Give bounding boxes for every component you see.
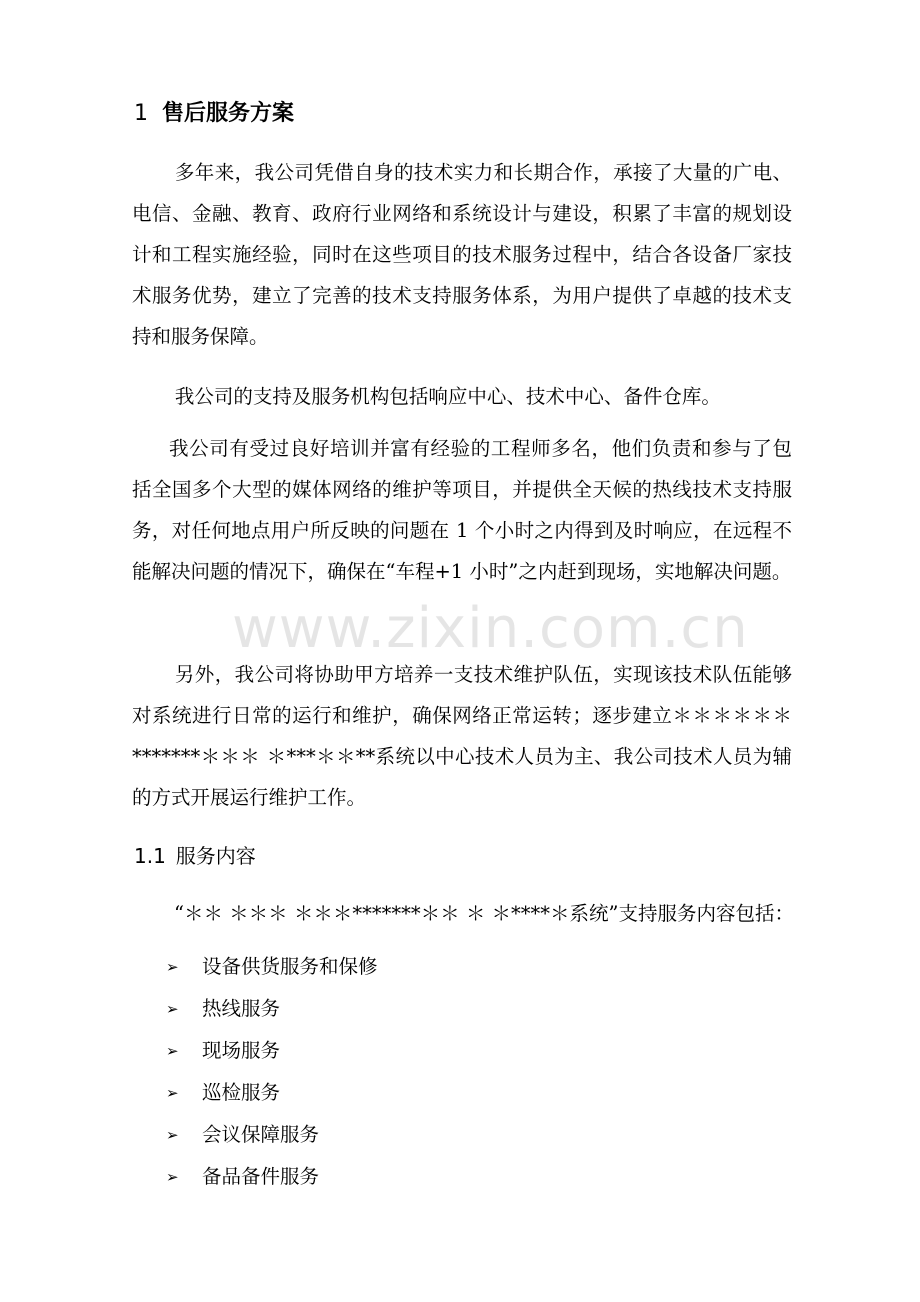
paragraph-engineers-response: 我公司有受过良好培训并富有经验的工程师多名，他们负责和参与了包括全国多个大型的媒体网络的维护等项目，并提供全天候的热线技术支持服务，对任何地点用户所反映的问题在 1 个小时之内得到及时响应，在远程不能解决问题的情况下，确保在“车程+1 小时”之内赶到现场，实地解决问题。 — [132, 437, 792, 583]
paragraph-company-experience: 多年来，我公司凭借自身的技术实力和长期合作，承接了大量的广电、电信、金融、教育、政府行业网络和系统设计与建设，积累了丰富的规划设计和工程实施经验，同时在这些项目的技术服务过程中，结合各设备厂家技术服务优势，建立了完善的技术支持服务体系，为用户提供了卓越的技术支持和服务保障。 — [132, 161, 792, 348]
list-item-label: 热线服务 — [202, 997, 281, 1020]
service-items-list — [166, 946, 378, 1198]
list-item — [166, 1114, 378, 1156]
list-item — [166, 1072, 378, 1114]
list-item — [166, 946, 378, 988]
list-item-label: 设备供货服务和保修 — [202, 955, 378, 978]
arrowhead-bullet-icon: ➢ — [166, 1168, 179, 1186]
paragraph-maintenance-team: 另外，我公司将协助甲方培养一支技术维护队伍，实现该技术队伍能够对系统进行日常的运行和维护，确保网络正常运转；逐步建立＊＊＊＊＊＊*******＊＊＊ ＊***＊＊**系统以中心技术人员为主、我公司技术人员为辅的方式开展运行维护工作。 — [132, 663, 792, 809]
subsection-heading — [134, 840, 256, 869]
list-item-label: 备品备件服务 — [202, 1165, 320, 1188]
list-item — [166, 1030, 378, 1072]
arrowhead-bullet-icon: ➢ — [166, 958, 179, 976]
watermark: www.zixin.com.cn — [232, 596, 749, 661]
list-item — [166, 988, 378, 1030]
paragraph-service-intro: “＊＊ ＊＊＊ ＊＊＊*******＊＊ ＊ ＊****＊系统”支持服务内容包括： — [174, 902, 794, 925]
list-item — [166, 1156, 378, 1198]
section-title: 售后服务方案 — [162, 101, 295, 126]
paragraph-service-organization: 我公司的支持及服务机构包括响应中心、技术中心、备件仓库。 — [174, 385, 721, 408]
subsection-number: 1.1 — [134, 844, 166, 868]
section-heading — [134, 96, 294, 127]
subsection-title: 服务内容 — [175, 844, 256, 868]
list-item-label: 巡检服务 — [202, 1081, 281, 1104]
section-number: 1 — [134, 101, 148, 126]
arrowhead-bullet-icon: ➢ — [166, 1084, 179, 1102]
list-item-label: 现场服务 — [202, 1039, 281, 1062]
arrowhead-bullet-icon: ➢ — [166, 1042, 179, 1060]
arrowhead-bullet-icon: ➢ — [166, 1126, 179, 1144]
list-item-label: 会议保障服务 — [202, 1123, 320, 1146]
arrowhead-bullet-icon: ➢ — [166, 1000, 179, 1018]
